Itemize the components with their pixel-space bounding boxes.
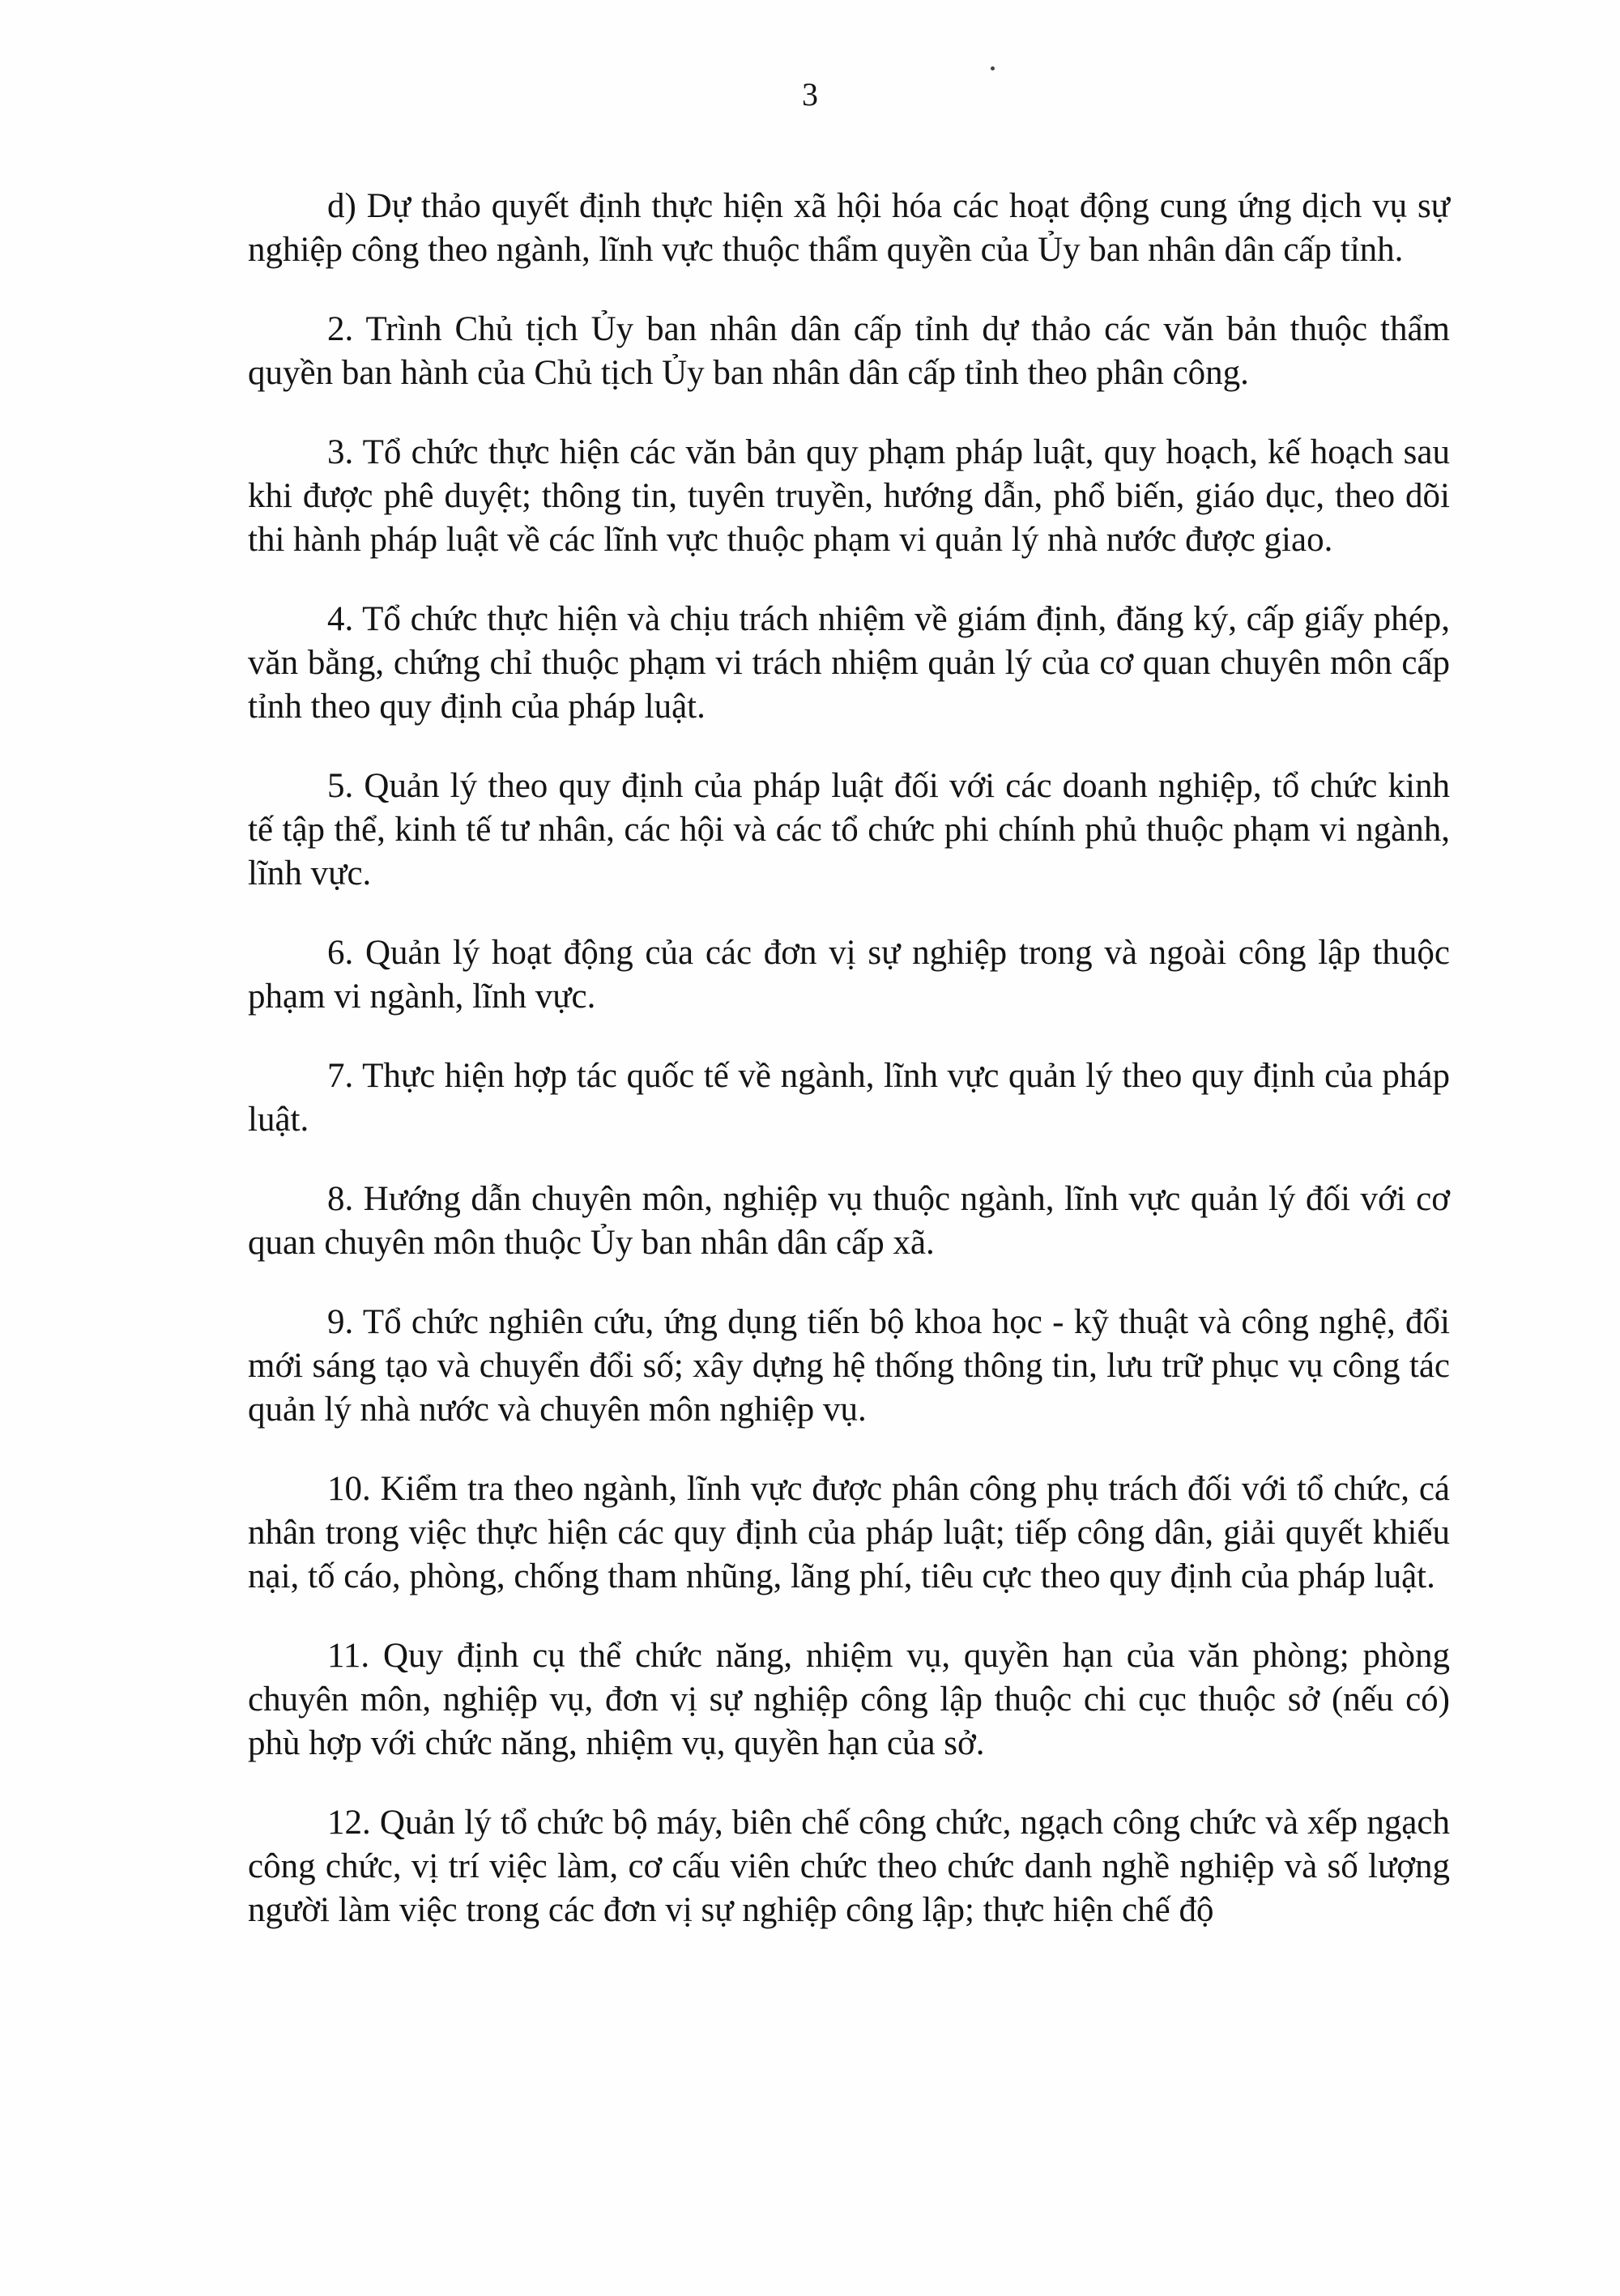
- paragraph-3: 3. Tổ chức thực hiện các văn bản quy phạm pháp luật, quy hoạch, kế hoạch sau khi được phê duyệt; thông tin, tuyên truyền, hướng dẫn, phổ biến, giáo dục, theo dõi thi hành pháp luật về các lĩnh vực thuộc phạm vi quản lý nhà nước được giao.: [248, 433, 1450, 559]
- paragraph-7: 7. Thực hiện hợp tác quốc tế về ngành, lĩnh vực quản lý theo quy định của pháp luật.: [248, 1057, 1450, 1139]
- paragraph-d: d) Dự thảo quyết định thực hiện xã hội hóa các hoạt động cung ứng dịch vụ sự nghiệp công theo ngành, lĩnh vực thuộc thẩm quyền của Ủy ban nhân dân cấp tỉnh.: [248, 187, 1450, 269]
- paragraph-2: 2. Trình Chủ tịch Ủy ban nhân dân cấp tỉnh dự thảo các văn bản thuộc thẩm quyền ban hành của Chủ tịch Ủy ban nhân dân cấp tỉnh theo phân công.: [248, 310, 1450, 392]
- scan-speck-mark: [991, 66, 995, 70]
- paragraph-6: 6. Quản lý hoạt động của các đơn vị sự nghiệp trong và ngoài công lập thuộc phạm vi ngành, lĩnh vực.: [248, 934, 1450, 1016]
- document-body: [248, 185, 1450, 1968]
- paragraph-9: 9. Tổ chức nghiên cứu, ứng dụng tiến bộ khoa học - kỹ thuật và công nghệ, đổi mới sáng tạo và chuyển đổi số; xây dựng hệ thống thông tin, lưu trữ phục vụ công tác quản lý nhà nước và chuyên môn nghiệp vụ.: [248, 1303, 1450, 1429]
- paragraph-10: 10. Kiểm tra theo ngành, lĩnh vực được phân công phụ trách đối với tổ chức, cá nhân trong việc thực hiện các quy định của pháp luật; tiếp công dân, giải quyết khiếu nại, tố cáo, phòng, chống tham nhũng, lãng phí, tiêu cực theo quy định của pháp luật.: [248, 1470, 1450, 1595]
- page-number: 3: [802, 76, 818, 113]
- paragraph-11: 11. Quy định cụ thể chức năng, nhiệm vụ, quyền hạn của văn phòng; phòng chuyên môn, nghiệp vụ, đơn vị sự nghiệp công lập thuộc chi cục thuộc sở (nếu có) phù hợp với chức năng, nhiệm vụ, quyền hạn của sở.: [248, 1637, 1450, 1762]
- paragraph-8: 8. Hướng dẫn chuyên môn, nghiệp vụ thuộc ngành, lĩnh vực quản lý đối với cơ quan chuyên môn thuộc Ủy ban nhân dân cấp xã.: [248, 1180, 1450, 1262]
- paragraph-12: 12. Quản lý tổ chức bộ máy, biên chế công chức, ngạch công chức và xếp ngạch công chức, vị trí việc làm, cơ cấu viên chức theo chức danh nghề nghiệp và số lượng người làm việc trong các đơn vị sự nghiệp công lập; thực hiện chế độ: [248, 1804, 1450, 1929]
- paragraph-5: 5. Quản lý theo quy định của pháp luật đối với các doanh nghiệp, tổ chức kinh tế tập thể, kinh tế tư nhân, các hội và các tổ chức phi chính phủ thuộc phạm vi ngành, lĩnh vực.: [248, 767, 1450, 892]
- paragraph-4: 4. Tổ chức thực hiện và chịu trách nhiệm về giám định, đăng ký, cấp giấy phép, văn bằng, chứng chỉ thuộc phạm vi trách nhiệm quản lý của cơ quan chuyên môn cấp tỉnh theo quy định của pháp luật.: [248, 600, 1450, 726]
